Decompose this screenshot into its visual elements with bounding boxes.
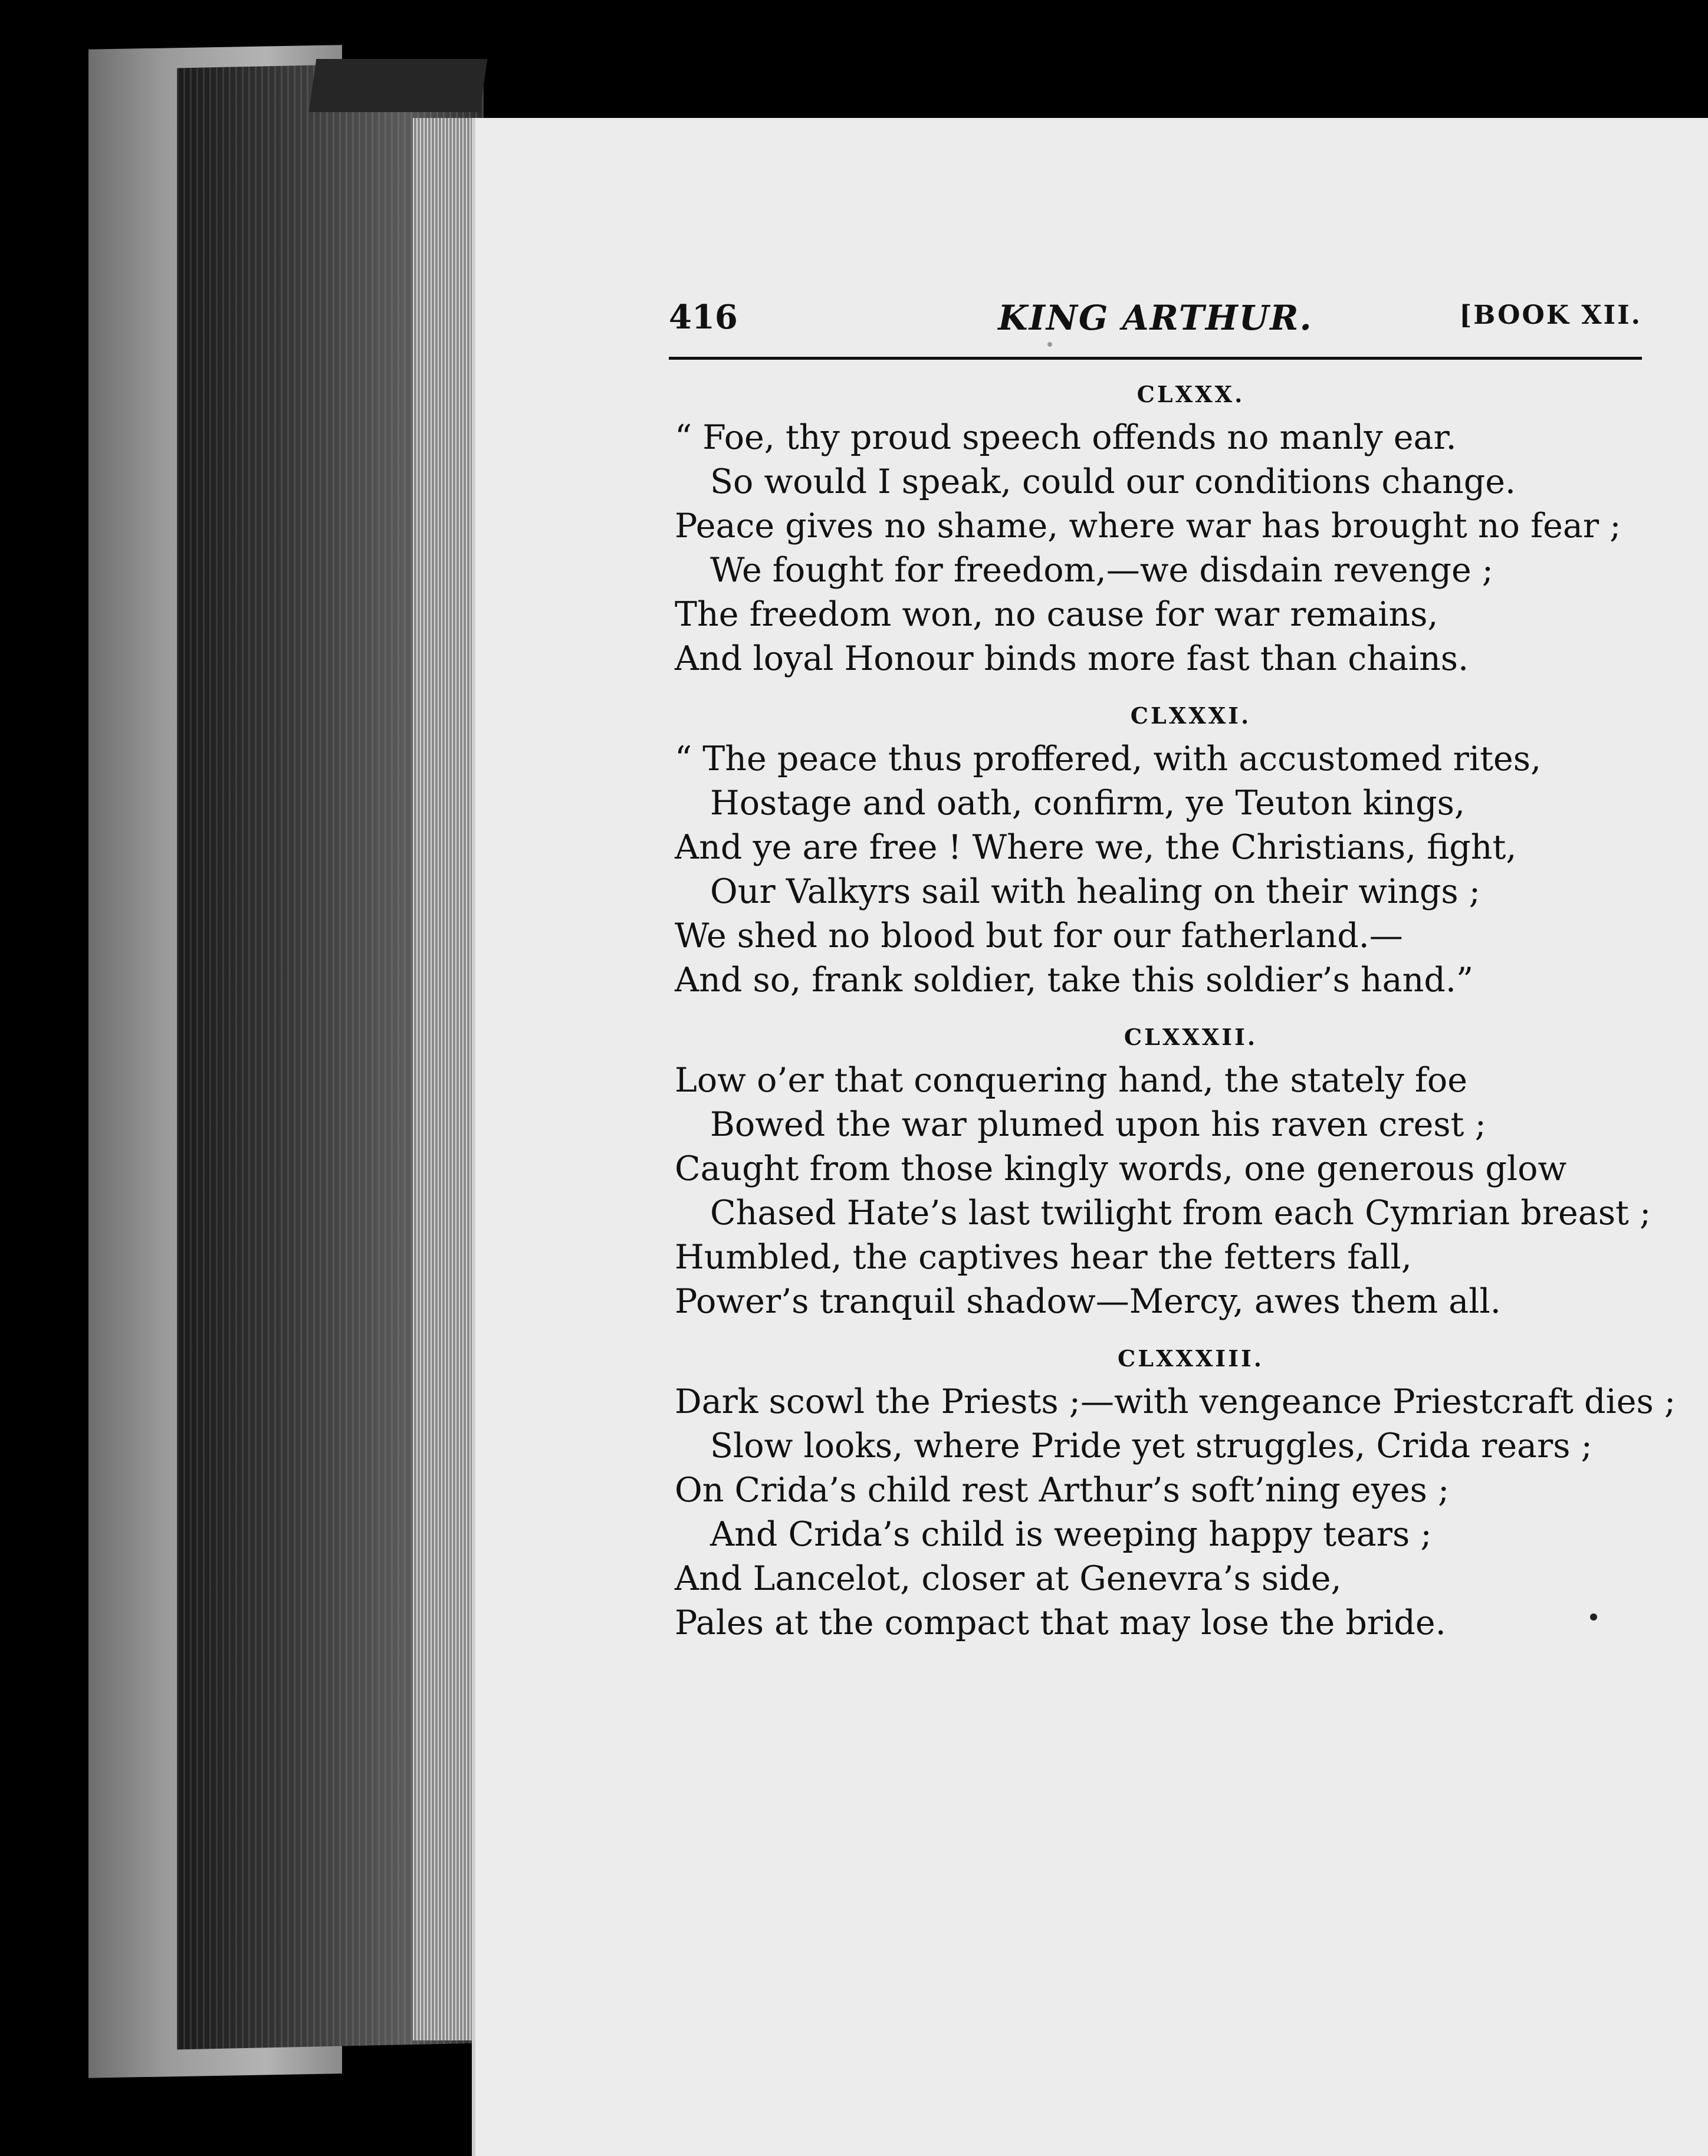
running-head	[669, 292, 1642, 360]
stanza-number: CLXXX.	[1137, 381, 1245, 407]
verse-line: We shed no blood but for our fatherland.—	[675, 916, 1403, 955]
verse-line: Low o’er that conquering hand, the stately foe	[675, 1061, 1467, 1100]
verse-line: “ The peace thus proffered, with accustomed rites,	[675, 740, 1542, 778]
verse-line: Chased Hate’s last twilight from each Cymrian breast ;	[710, 1194, 1651, 1233]
page-content	[669, 292, 1676, 1645]
verse-line: Caught from those kingly words, one generous glow	[675, 1149, 1567, 1188]
verse-line: Dark scowl the Priests ;—with vengeance Priestcraft dies ;	[675, 1382, 1676, 1421]
verse-line: Slow looks, where Pride yet struggles, Crida rears ;	[710, 1427, 1592, 1465]
stanza	[669, 702, 1642, 1003]
stanza-number: CLXXXII.	[1124, 1024, 1258, 1050]
verse-line: And Lancelot, closer at Genevra’s side,	[675, 1559, 1342, 1598]
verse-line: The freedom won, no cause for war remains,	[675, 595, 1438, 634]
verse-line: Hostage and oath, confirm, ye Teuton kings,	[710, 784, 1465, 823]
page-edge-lines	[413, 118, 472, 2040]
verse-line: And Crida’s child is weeping happy tears ;	[710, 1515, 1432, 1554]
verse-line: Humbled, the captives hear the fetters fall,	[675, 1238, 1412, 1277]
verse-line: And ye are free ! Where we, the Christians, fight,	[675, 828, 1517, 867]
verse-line: Our Valkyrs sail with healing on their wings ;	[710, 872, 1480, 911]
verse-line: On Crida’s child rest Arthur’s soft’ning eyes ;	[675, 1471, 1450, 1510]
verse-line: And so, frank soldier, take this soldier’s hand.”	[675, 961, 1474, 1000]
verse-line: Bowed the war plumed upon his raven crest ;	[710, 1105, 1486, 1144]
page-stack-top	[309, 59, 488, 112]
book-label: [BOOK XII.	[1459, 300, 1642, 330]
stanza-number: CLXXXI.	[1130, 702, 1252, 729]
verse-line: We fought for freedom,—we disdain revenge ;	[710, 551, 1494, 590]
stanza	[669, 381, 1642, 681]
verse-line: Peace gives no shame, where war has brought no fear ;	[675, 507, 1621, 545]
verse-line: So would I speak, could our conditions change.	[710, 462, 1516, 501]
stanza	[669, 1024, 1651, 1324]
running-title: KING ARTHUR.	[998, 298, 1313, 338]
stanza	[669, 1345, 1676, 1645]
verse-line: Pales at the compact that may lose the bride.	[675, 1603, 1446, 1642]
verse-line: And loyal Honour binds more fast than chains.	[675, 639, 1469, 678]
stanza-number: CLXXXIII.	[1118, 1345, 1264, 1372]
verse-line: Power’s tranquil shadow—Mercy, awes them all.	[675, 1282, 1501, 1321]
verse-line: “ Foe, thy proud speech offends no manly ear.	[675, 418, 1457, 457]
page-number: 416	[669, 298, 738, 337]
printed-page	[472, 118, 1708, 2156]
